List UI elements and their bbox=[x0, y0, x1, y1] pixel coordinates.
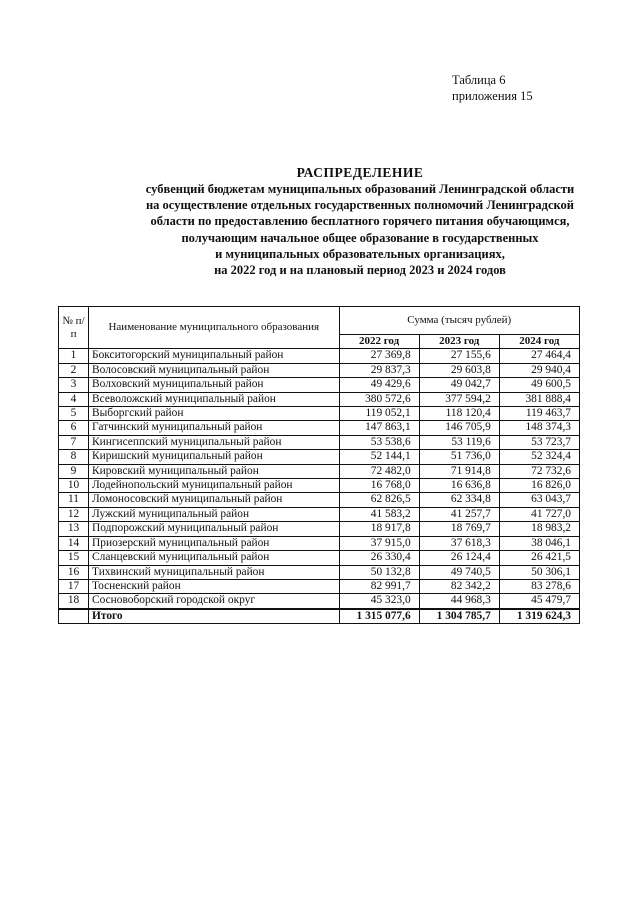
amount-2022: 37 915,0 bbox=[339, 536, 419, 550]
table-row bbox=[59, 493, 580, 507]
total-2024: 1 319 624,3 bbox=[499, 609, 579, 624]
header-year-2023: 2023 год bbox=[419, 335, 499, 349]
document-heading bbox=[60, 164, 640, 278]
subsidy-distribution-table bbox=[58, 306, 580, 624]
table-row bbox=[59, 464, 580, 478]
row-number: 15 bbox=[59, 551, 89, 565]
amount-2022: 50 132,8 bbox=[339, 565, 419, 579]
amount-2024: 26 421,5 bbox=[499, 551, 579, 565]
amount-2024: 38 046,1 bbox=[499, 536, 579, 550]
header-row-number: № п/п bbox=[59, 307, 89, 349]
document-title: РАСПРЕДЕЛЕНИЕ bbox=[296, 165, 424, 180]
table-number: Таблица 6 bbox=[452, 73, 506, 87]
amount-2022: 72 482,0 bbox=[339, 464, 419, 478]
row-number: 17 bbox=[59, 579, 89, 593]
amount-2024: 49 600,5 bbox=[499, 378, 579, 392]
amount-2022: 82 991,7 bbox=[339, 579, 419, 593]
heading-line: на осуществление отдельных государственных полномочий Ленинградской bbox=[145, 198, 575, 213]
amount-2022: 29 837,3 bbox=[339, 363, 419, 377]
table-row bbox=[59, 551, 580, 565]
row-number: 5 bbox=[59, 407, 89, 421]
row-number: 11 bbox=[59, 493, 89, 507]
table-row bbox=[59, 479, 580, 493]
amount-2022: 53 538,6 bbox=[339, 435, 419, 449]
amount-2023: 146 705,9 bbox=[419, 421, 499, 435]
row-number: 9 bbox=[59, 464, 89, 478]
amount-2023: 49 740,5 bbox=[419, 565, 499, 579]
amount-2023: 118 120,4 bbox=[419, 407, 499, 421]
total-2022: 1 315 077,6 bbox=[339, 609, 419, 624]
amount-2022: 18 917,8 bbox=[339, 522, 419, 536]
amount-2022: 16 768,0 bbox=[339, 479, 419, 493]
row-number: 12 bbox=[59, 507, 89, 521]
municipality-name: Всеволожский муниципальный район bbox=[89, 392, 339, 406]
heading-line: области по предоставлению бесплатного горячего питания обучающимся, bbox=[150, 214, 570, 229]
table-row bbox=[59, 579, 580, 593]
table-row bbox=[59, 392, 580, 406]
municipality-name: Сланцевский муниципальный район bbox=[89, 551, 339, 565]
total-number-cell bbox=[59, 609, 89, 624]
amount-2022: 119 052,1 bbox=[339, 407, 419, 421]
amount-2023: 51 736,0 bbox=[419, 450, 499, 464]
amount-2024: 52 324,4 bbox=[499, 450, 579, 464]
amount-2023: 29 603,8 bbox=[419, 363, 499, 377]
municipality-name: Тосненский район bbox=[89, 579, 339, 593]
appendix-reference bbox=[452, 72, 533, 104]
row-number: 3 bbox=[59, 378, 89, 392]
amount-2022: 27 369,8 bbox=[339, 349, 419, 363]
amount-2024: 16 826,0 bbox=[499, 479, 579, 493]
table-row bbox=[59, 363, 580, 377]
municipality-name: Волосовский муниципальный район bbox=[89, 363, 339, 377]
municipality-name: Приозерский муниципальный район bbox=[89, 536, 339, 550]
amount-2023: 18 769,7 bbox=[419, 522, 499, 536]
municipality-name: Выборгский район bbox=[89, 407, 339, 421]
amount-2023: 71 914,8 bbox=[419, 464, 499, 478]
municipality-name: Лодейнопольский муниципальный район bbox=[89, 479, 339, 493]
municipality-name: Кингисеппский муниципальный район bbox=[89, 435, 339, 449]
municipality-name: Бокситогорский муниципальный район bbox=[89, 349, 339, 363]
heading-line: на 2022 год и на плановый период 2023 и 2024 годов bbox=[214, 263, 506, 278]
heading-line: получающим начальное общее образование в государственных bbox=[181, 230, 539, 245]
amount-2024: 41 727,0 bbox=[499, 507, 579, 521]
amount-2022: 147 863,1 bbox=[339, 421, 419, 435]
amount-2022: 52 144,1 bbox=[339, 450, 419, 464]
municipality-name: Киришский муниципальный район bbox=[89, 450, 339, 464]
appendix-number: приложения 15 bbox=[452, 89, 533, 103]
amount-2024: 27 464,4 bbox=[499, 349, 579, 363]
amount-2024: 119 463,7 bbox=[499, 407, 579, 421]
table-body bbox=[59, 349, 580, 624]
amount-2022: 45 323,0 bbox=[339, 594, 419, 609]
amount-2022: 41 583,2 bbox=[339, 507, 419, 521]
amount-2023: 377 594,2 bbox=[419, 392, 499, 406]
table-row bbox=[59, 435, 580, 449]
amount-2022: 380 572,6 bbox=[339, 392, 419, 406]
table-row bbox=[59, 407, 580, 421]
row-number: 10 bbox=[59, 479, 89, 493]
row-number: 16 bbox=[59, 565, 89, 579]
header-municipality-name: Наименование муниципального образования bbox=[89, 307, 339, 349]
table-row bbox=[59, 450, 580, 464]
municipality-name: Тихвинский муниципальный район bbox=[89, 565, 339, 579]
amount-2023: 37 618,3 bbox=[419, 536, 499, 550]
total-row bbox=[59, 609, 580, 624]
municipality-name: Ломоносовский муниципальный район bbox=[89, 493, 339, 507]
municipality-name: Кировский муниципальный район bbox=[89, 464, 339, 478]
row-number: 4 bbox=[59, 392, 89, 406]
amount-2024: 148 374,3 bbox=[499, 421, 579, 435]
row-number: 6 bbox=[59, 421, 89, 435]
amount-2024: 18 983,2 bbox=[499, 522, 579, 536]
amount-2022: 49 429,6 bbox=[339, 378, 419, 392]
row-number: 2 bbox=[59, 363, 89, 377]
table-row bbox=[59, 349, 580, 363]
amount-2024: 50 306,1 bbox=[499, 565, 579, 579]
amount-2022: 26 330,4 bbox=[339, 551, 419, 565]
municipality-name: Волховский муниципальный район bbox=[89, 378, 339, 392]
amount-2023: 49 042,7 bbox=[419, 378, 499, 392]
table-row bbox=[59, 522, 580, 536]
table-row bbox=[59, 594, 580, 609]
row-number: 8 bbox=[59, 450, 89, 464]
amount-2023: 53 119,6 bbox=[419, 435, 499, 449]
header-sum: Сумма (тысяч рублей) bbox=[339, 307, 580, 335]
row-number: 7 bbox=[59, 435, 89, 449]
amount-2024: 45 479,7 bbox=[499, 594, 579, 609]
row-number: 18 bbox=[59, 594, 89, 609]
amount-2022: 62 826,5 bbox=[339, 493, 419, 507]
amount-2024: 53 723,7 bbox=[499, 435, 579, 449]
amount-2024: 29 940,4 bbox=[499, 363, 579, 377]
municipality-name: Лужский муниципальный район bbox=[89, 507, 339, 521]
amount-2024: 381 888,4 bbox=[499, 392, 579, 406]
municipality-name: Гатчинский муниципальный район bbox=[89, 421, 339, 435]
row-number: 1 bbox=[59, 349, 89, 363]
amount-2023: 41 257,7 bbox=[419, 507, 499, 521]
table-row bbox=[59, 378, 580, 392]
heading-line: и муниципальных образовательных организациях, bbox=[215, 246, 505, 261]
total-label: Итого bbox=[89, 609, 339, 624]
table-row bbox=[59, 507, 580, 521]
amount-2023: 27 155,6 bbox=[419, 349, 499, 363]
total-2023: 1 304 785,7 bbox=[419, 609, 499, 624]
heading-line: субвенций бюджетам муниципальных образований Ленинградской области bbox=[145, 182, 575, 196]
amount-2023: 82 342,2 bbox=[419, 579, 499, 593]
amount-2023: 16 636,8 bbox=[419, 479, 499, 493]
table-header bbox=[59, 307, 580, 349]
table-row bbox=[59, 536, 580, 550]
municipality-name: Подпорожский муниципальный район bbox=[89, 522, 339, 536]
row-number: 14 bbox=[59, 536, 89, 550]
amount-2024: 63 043,7 bbox=[499, 493, 579, 507]
amount-2024: 83 278,6 bbox=[499, 579, 579, 593]
header-year-2022: 2022 год bbox=[339, 335, 419, 349]
table-row bbox=[59, 565, 580, 579]
amount-2023: 62 334,8 bbox=[419, 493, 499, 507]
municipality-name: Сосновоборский городской округ bbox=[89, 594, 339, 609]
amount-2023: 26 124,4 bbox=[419, 551, 499, 565]
amount-2023: 44 968,3 bbox=[419, 594, 499, 609]
row-number: 13 bbox=[59, 522, 89, 536]
table-row bbox=[59, 421, 580, 435]
header-year-2024: 2024 год bbox=[499, 335, 579, 349]
amount-2024: 72 732,6 bbox=[499, 464, 579, 478]
